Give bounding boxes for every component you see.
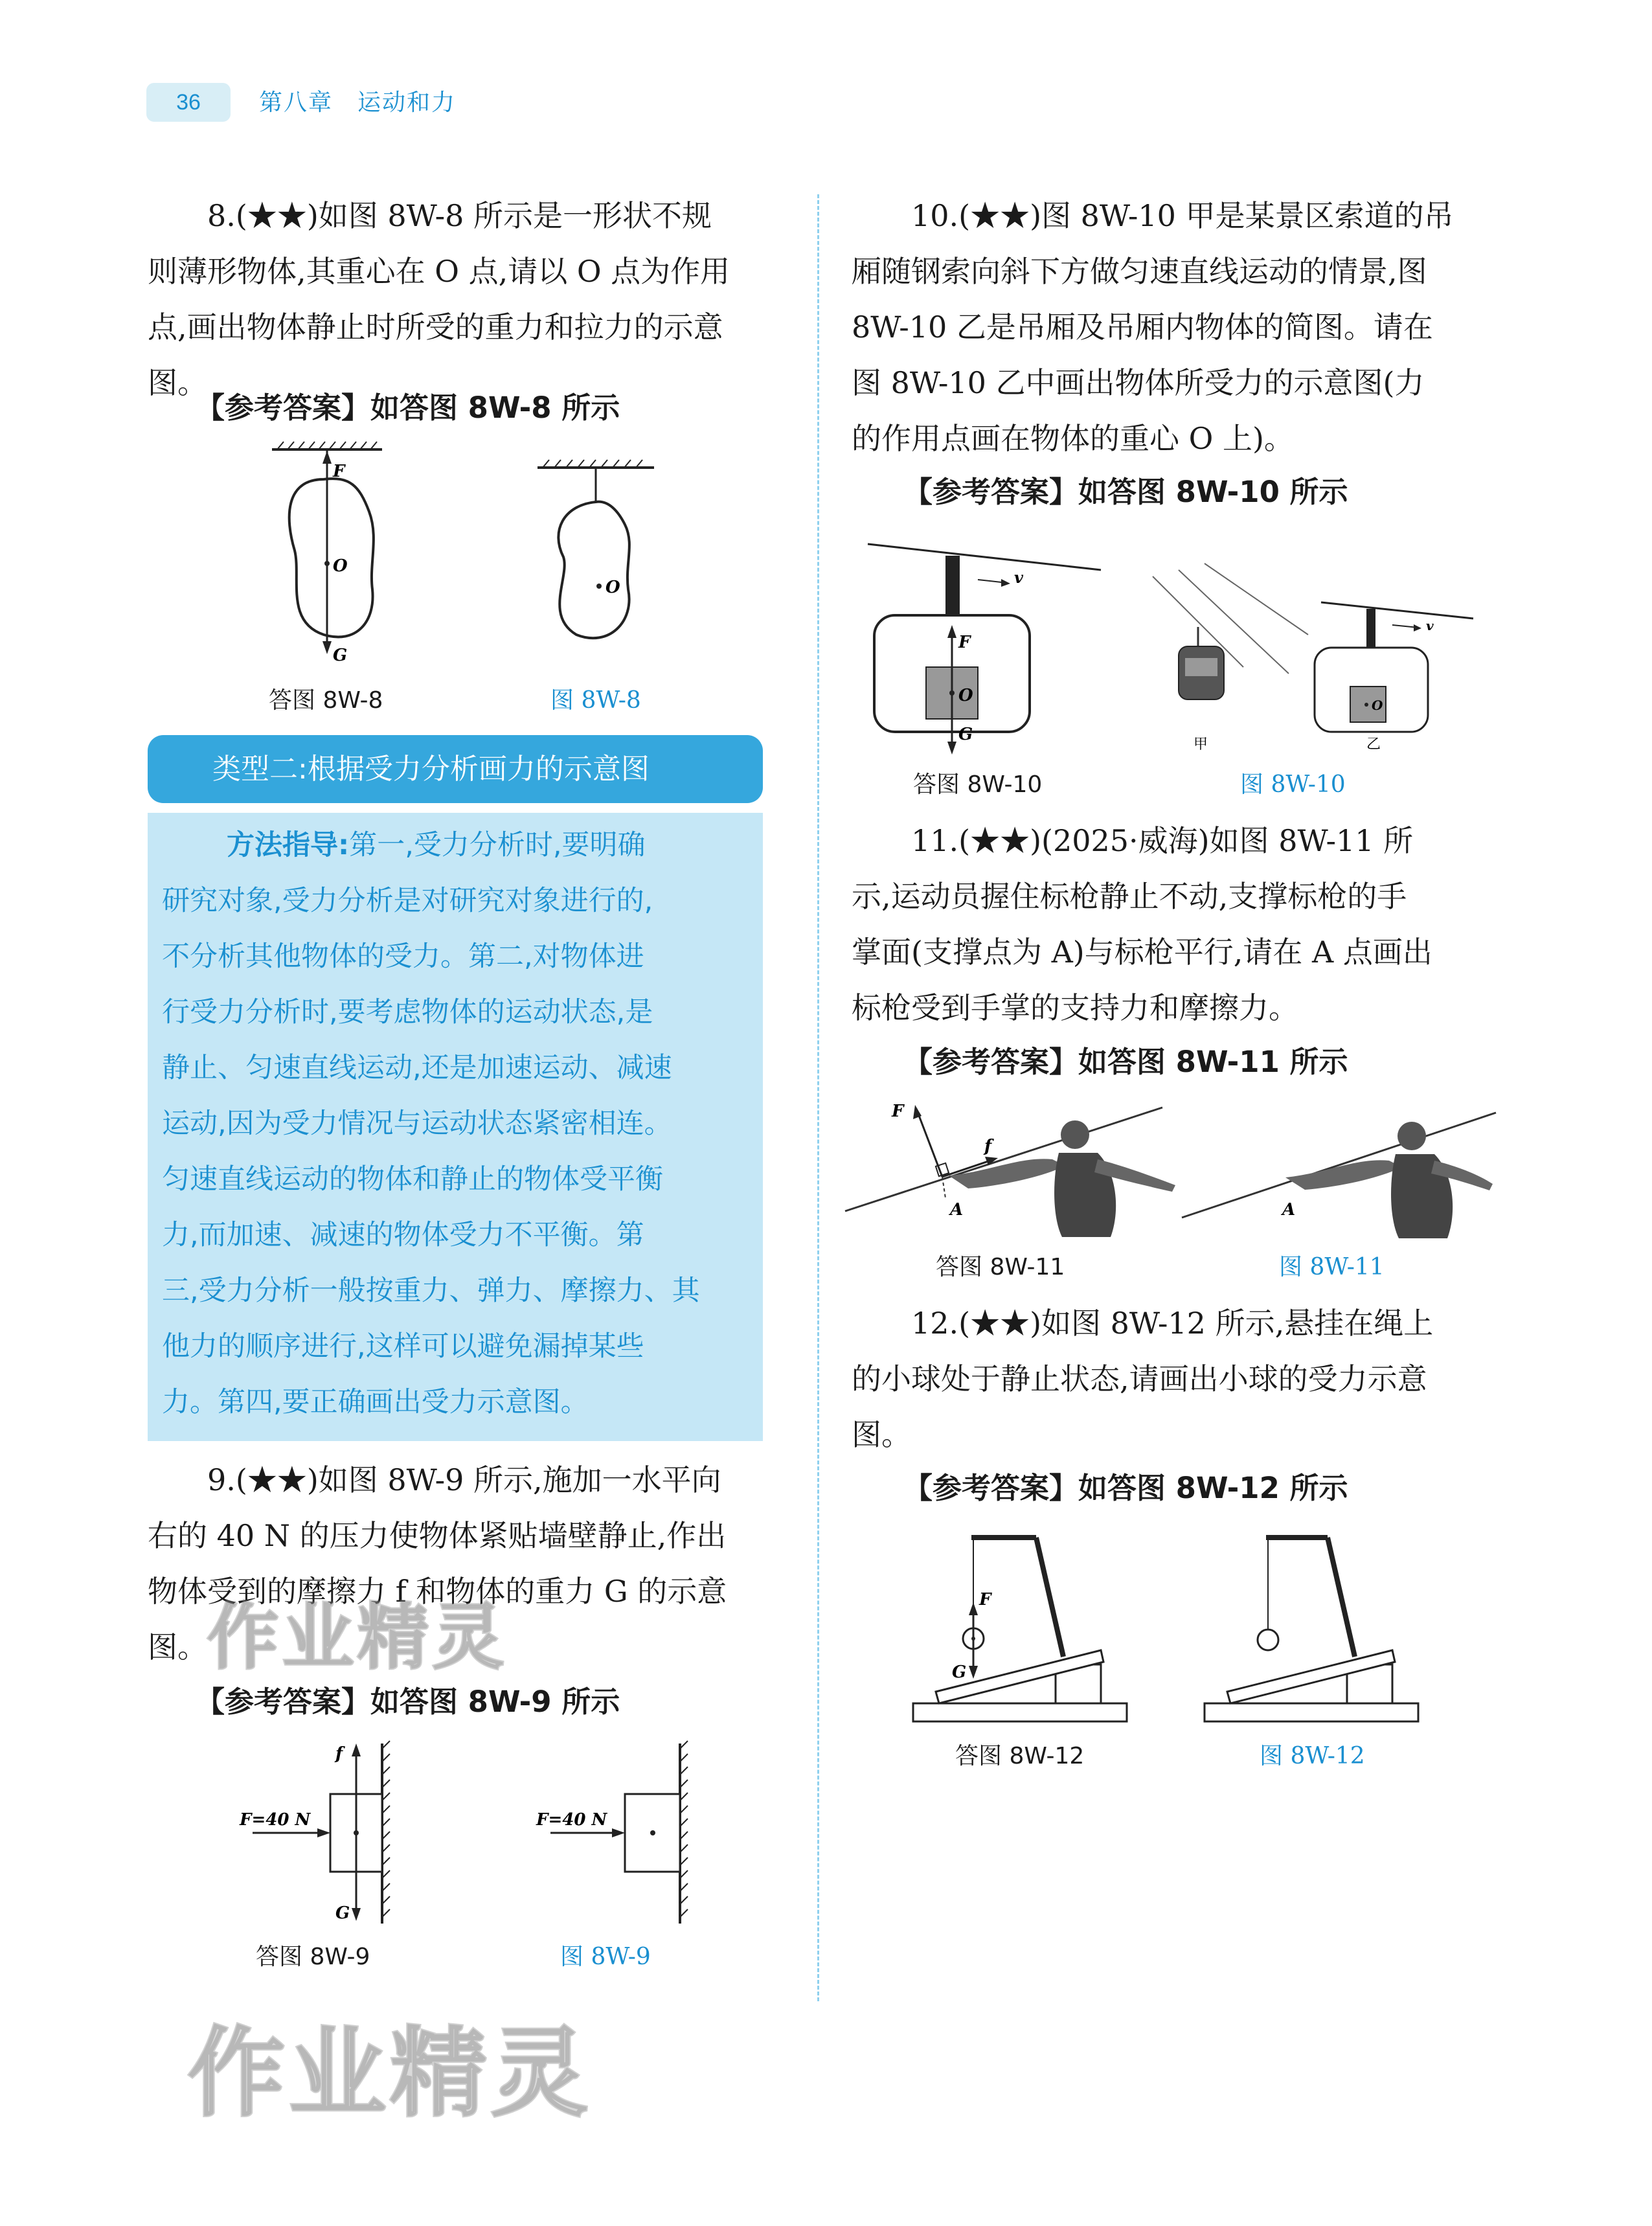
label-F-40N: F=40 N (240, 1810, 311, 1830)
caption-answer-8: 答图 8W-8 (269, 687, 383, 714)
section-banner: 类型二:根据受力分析画力的示意图 (148, 735, 763, 803)
watermark: 作业精灵 (188, 2017, 593, 2130)
answer-11: 【参考答案】如答图 8W-11 所示 (903, 1045, 1348, 1079)
question-10: 10.(★★)图 8W-10 甲是某景区索道的吊 厢随钢索向斜下方做匀速直线运动的情景,图 8W-10 乙是吊厢及吊厢内物体的简图。请在 图 8W-10 乙中画出物体所受力的示意图(力 的作用点画在物体的重心 O 上)。 (852, 198, 1454, 456)
caption-answer-11: 答图 8W-11 (936, 1254, 1065, 1280)
label-A: A (950, 1200, 964, 1220)
method-lead: 方法指导: (227, 829, 350, 861)
question-12: 12.(★★)如图 8W-12 所示,悬挂在绳上 的小球处于静止状态,请画出小球的受力示意 图。 (852, 1306, 1434, 1452)
answer-12: 【参考答案】如答图 8W-12 所示 (903, 1471, 1348, 1505)
caption-answer-12: 答图 8W-12 (955, 1743, 1085, 1769)
label-F: F (333, 462, 345, 481)
caption-figure-11: 图 8W-11 (1279, 1254, 1385, 1280)
svg-text:A: A (1282, 1200, 1296, 1220)
label-F: F (979, 1590, 991, 1609)
svg-text:O: O (1372, 698, 1383, 713)
figure-10 (855, 531, 1489, 764)
svg-text:F=40 N: F=40 N (536, 1810, 607, 1830)
label-O: O (333, 556, 348, 576)
question-8: 8.(★★)如图 8W-8 所示是一形状不规 则薄形物体,其重心在 O 点,请以 O 点为作用 点,画出物体静止时所受的重力和拉力的示意 图。 (148, 198, 730, 400)
answer-9: 【参考答案】如答图 8W-9 所示 (196, 1685, 620, 1719)
label-G: G (952, 1663, 967, 1682)
watermark: 作业精灵 (207, 1596, 508, 1679)
label-f: f (335, 1744, 343, 1764)
label-G: G (958, 725, 973, 744)
figure-12 (900, 1522, 1444, 1729)
caption-figure-8: 图 8W-8 (550, 687, 641, 714)
chapter-title: 第八章 运动和力 (259, 89, 457, 115)
label-G: G (333, 646, 348, 665)
label-jia: 甲 (1194, 736, 1208, 753)
page-number: 36 (146, 83, 231, 122)
label-F: F (892, 1102, 904, 1121)
label-v: v (1014, 568, 1023, 587)
svg-text:O: O (605, 578, 620, 597)
column-divider (817, 194, 819, 2001)
svg-text:v: v (1426, 618, 1434, 633)
label-G: G (335, 1903, 350, 1923)
label-f: f (984, 1137, 992, 1156)
caption-answer-10: 答图 8W-10 (913, 771, 1043, 798)
question-11: 11.(★★)(2025·威海)如图 8W-11 所 示,运动员握住标枪静止不动,支撑标枪的手 掌面(支撑点为 A)与标枪平行,请在 A 点画出 标枪受到手掌的支持力和摩擦力。 (852, 823, 1432, 1025)
label-F: F (958, 633, 971, 652)
caption-figure-10: 图 8W-10 (1240, 771, 1346, 798)
answer-8: 【参考答案】如答图 8W-8 所示 (196, 391, 620, 425)
label-O: O (958, 686, 973, 705)
figure-9 (233, 1736, 725, 1930)
label-yi: 乙 (1366, 736, 1381, 753)
question-9: 9.(★★)如图 8W-9 所示,施加一水平向 右的 40 N 的压力使物体紧贴墙壁静止,作出 物体受到的摩擦力 f 和物体的重力 G 的示意 图。 (148, 1462, 727, 1664)
figure-8 (246, 440, 725, 674)
caption-figure-12: 图 8W-12 (1260, 1743, 1365, 1769)
caption-figure-9: 图 8W-9 (560, 1944, 651, 1970)
method-guide: 方法指导:第一,受力分析时,要明确 研究对象,受力分析是对研究对象进行的, 不分析其他物体的受力。第二,对物体进 行受力分析时,要考虑物体的运动状态,是 静止、匀速直线运动,还是加速运动、减速 运动,因为受力情况与运动状态紧密相连。 匀速直线运动的物体和静止的物体受平衡 力,而加速、减速的物体受力不平衡。第 三,受力分析一般按重力、弹力、摩擦力、其 他力的顺序进行,这样可以避免漏掉某些 力。第四,要正确画出受力示意图。 (162, 829, 700, 1418)
figure-11 (839, 1095, 1499, 1250)
answer-10: 【参考答案】如答图 8W-10 所示 (903, 475, 1348, 509)
caption-answer-9: 答图 8W-9 (256, 1944, 370, 1970)
